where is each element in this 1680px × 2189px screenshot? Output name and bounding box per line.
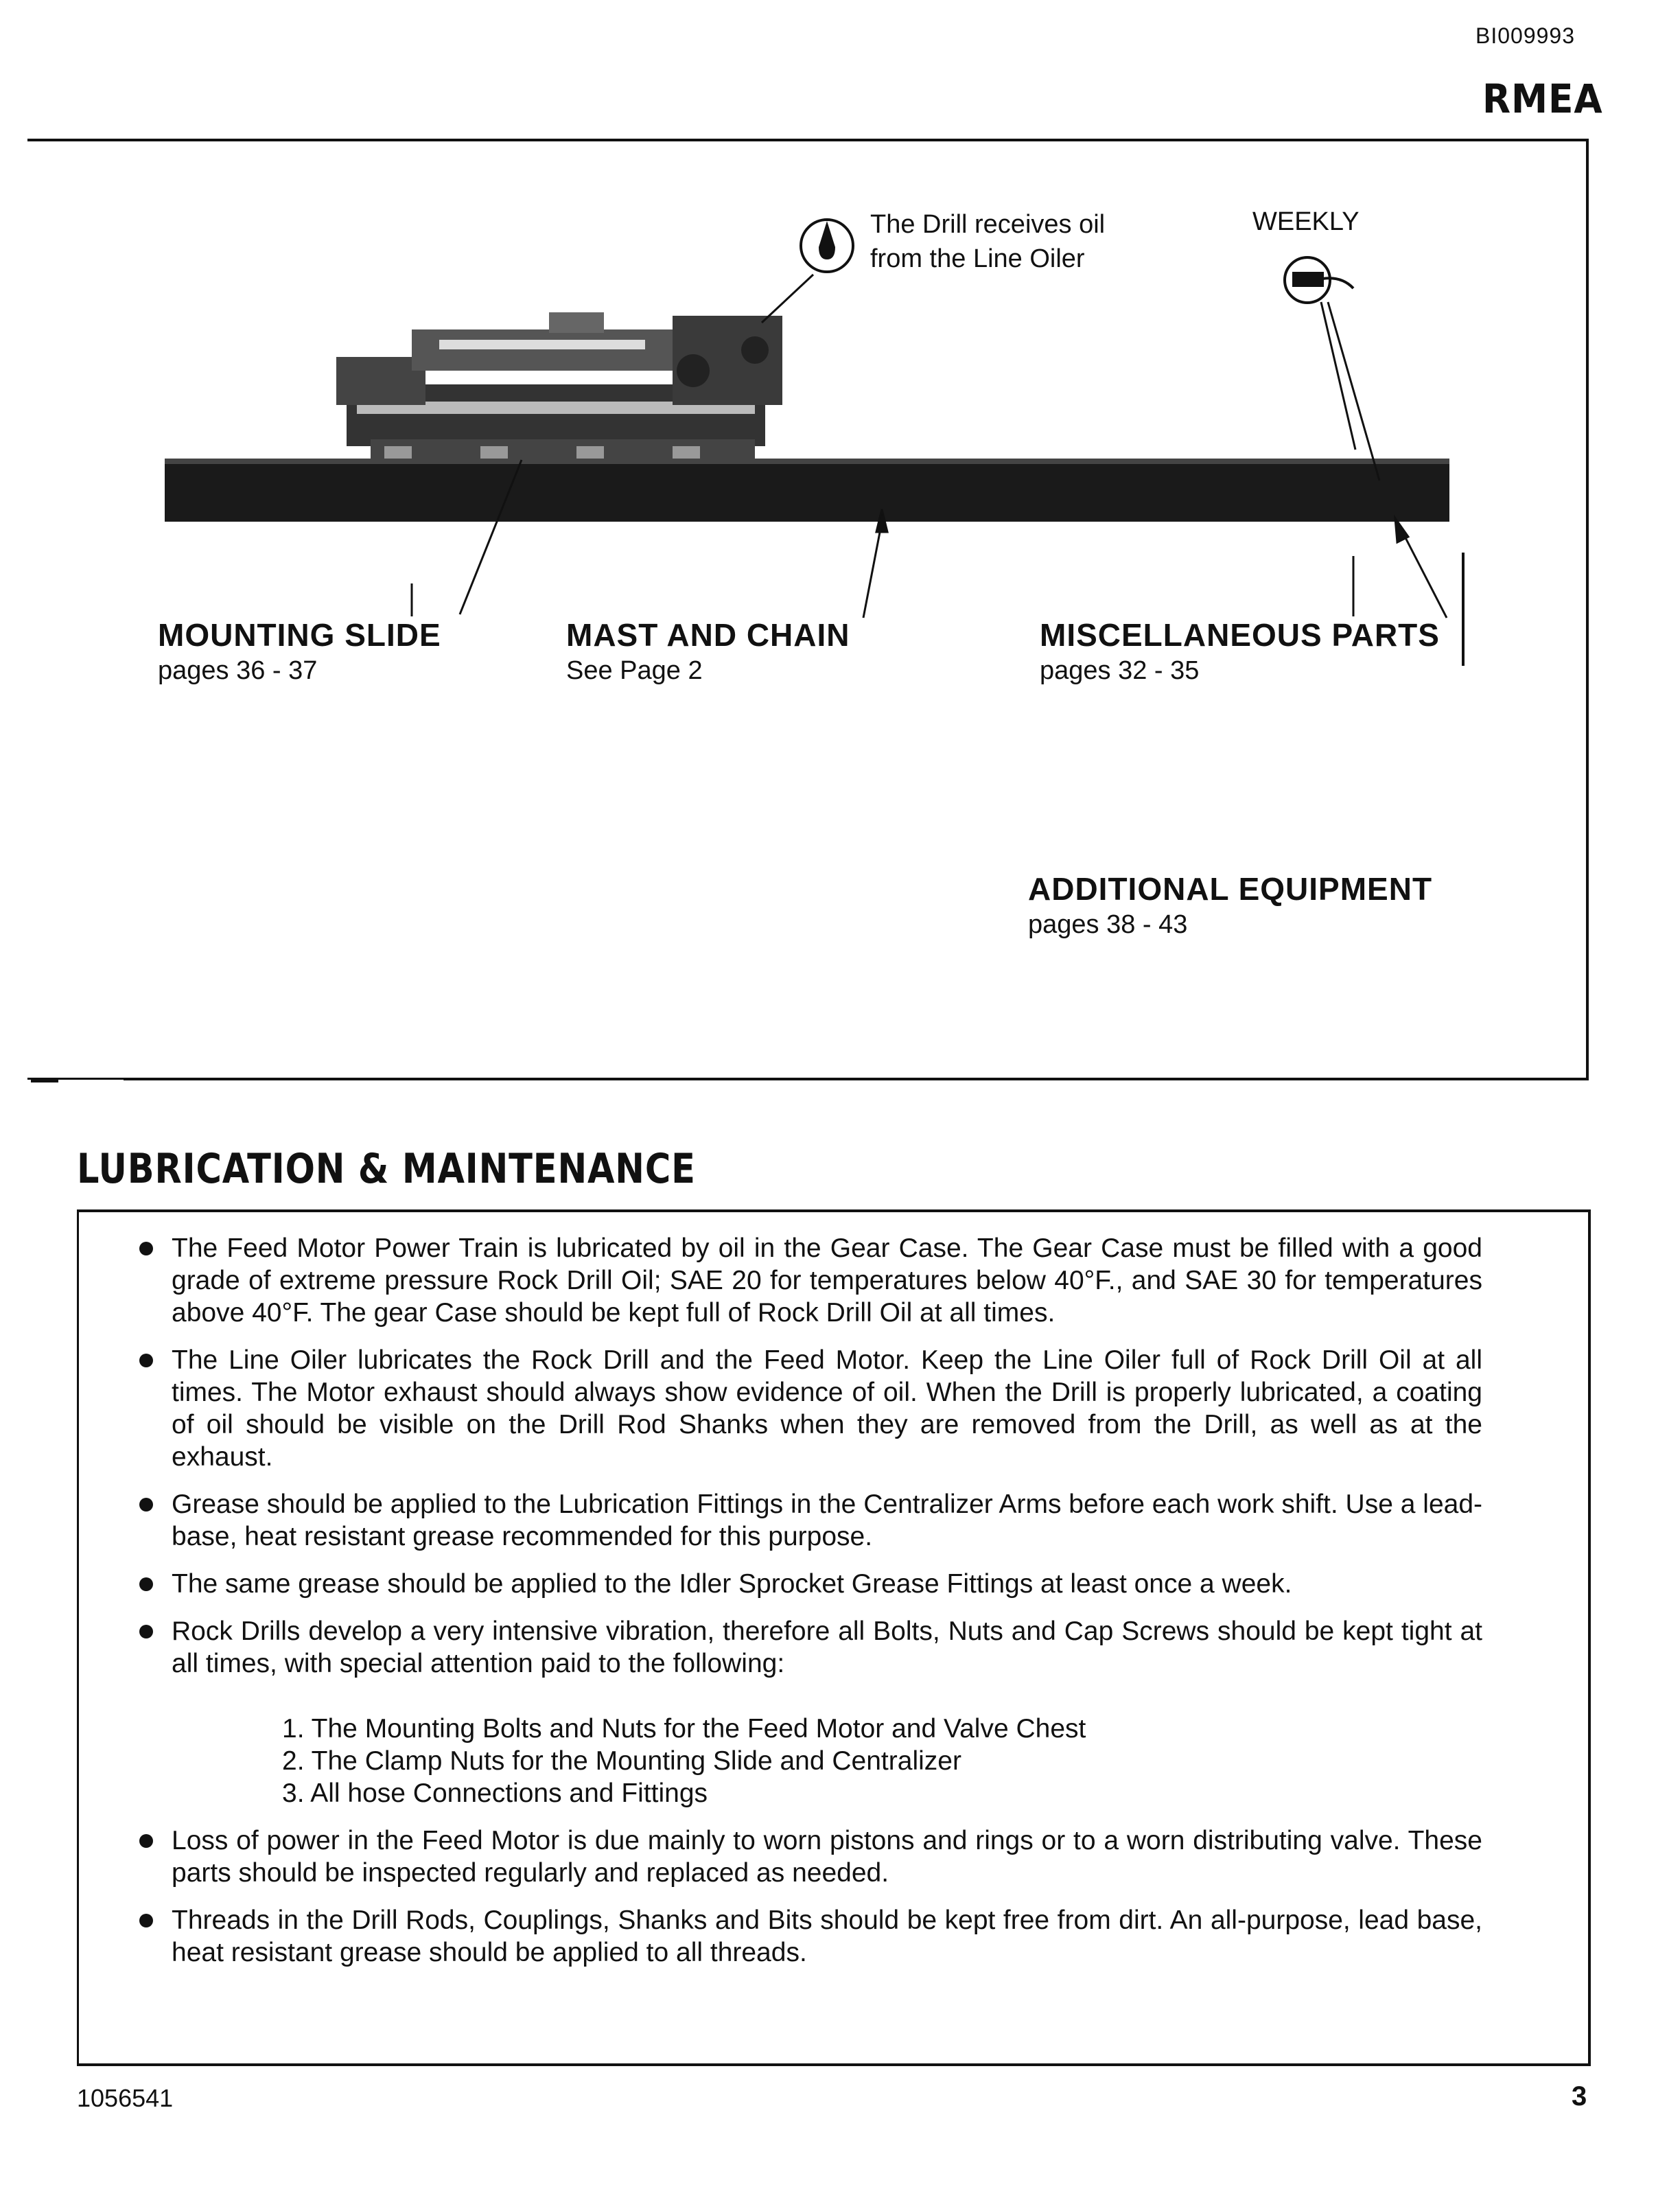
mast-beam [165,459,1449,522]
brand-mark: RMEA [1482,76,1603,122]
label-title: MISCELLANEOUS PARTS [1040,617,1440,653]
label-additional-equipment [1028,870,1432,940]
sub-item: 1. The Mounting Bolts and Nuts for the Feed Motor and Valve Chest [282,1714,1086,1744]
bullet-item: The Feed Motor Power Train is lubricated by oil in the Gear Case. The Gear Case must be filled with a good grade of extreme pressure Rock Drill Oil; SAE 20 for temperatures below 40°F., and SAE 30 for temperatures above 40°F. The gear Case should be kept full of Rock Drill Oil at all times. [172,1234,1482,1328]
line-oiler-icon [1285,257,1353,303]
label-miscellaneous-parts [1040,616,1440,686]
bullet-item: The same grease should be applied to the Idler Sprocket Grease Fittings at least once a week. [172,1568,1482,1600]
weekly-label: WEEKLY [1252,207,1360,236]
oil-drop-icon [801,220,853,272]
label-pages: pages 36 - 37 [158,656,318,685]
bullet-text: Rock Drills develop a very intensive vibration, therefore all Bolts, Nuts and Cap Screws should be kept tight at all times, with special attention paid to the following: [172,1617,1482,1678]
bullet-item [172,1615,1482,1809]
sub-item: 2. The Clamp Nuts for the Mounting Slide and Centralizer [282,1746,961,1776]
bullet-item: Grease should be applied to the Lubrication Fittings in the Centralizer Arms before each work shift. Use a lead-base, heat resistant grease recommended for this purpose. [172,1490,1482,1551]
page-number: 3 [1572,2081,1587,2111]
sub-item: 3. All hose Connections and Fittings [282,1779,708,1808]
maintenance-instructions [172,1232,1482,1984]
label-title: ADDITIONAL EQUIPMENT [1028,871,1433,907]
oil-note [870,207,1105,276]
bullet-item: Threads in the Drill Rods, Couplings, Shanks and Bits should be kept free from dirt. An all-purpose, lead base, heat resistant grease should be applied to all threads. [172,1906,1482,1967]
rock-drill [336,312,782,459]
document-id: BI009993 [1475,23,1576,48]
label-pages: pages 32 - 35 [1040,656,1200,685]
section-title: LUBRICATION & MAINTENANCE [77,1145,696,1193]
sub-list [172,1713,1482,1809]
bullet-item: Loss of power in the Feed Motor is due mainly to worn pistons and rings or to a worn distributing valve. These parts should be inspected regularly and replaced as needed. [172,1826,1482,1888]
label-title: MAST AND CHAIN [566,617,850,653]
label-pages: pages 38 - 43 [1028,910,1188,939]
bullet-item: The Line Oiler lubricates the Rock Drill and the Feed Motor. Keep the Line Oiler full of Rock Drill Oil at all times. The Motor exhaust should always show evidence of oil. When the Drill is properly lubricated, a coating of oil should be visible on the Drill Rod Shanks when they are removed from the Drill, as well as at the exhaust. [172,1345,1482,1472]
label-pages: See Page 2 [566,656,703,685]
label-mounting-slide [158,616,441,686]
oil-note-line2: from the Line Oiler [870,244,1085,273]
oil-note-line1: The Drill receives oil [870,210,1106,239]
bullet-list [172,1232,1482,1969]
label-mast-and-chain [566,616,850,686]
label-title: MOUNTING SLIDE [158,617,441,653]
part-number: 1056541 [77,2084,174,2112]
